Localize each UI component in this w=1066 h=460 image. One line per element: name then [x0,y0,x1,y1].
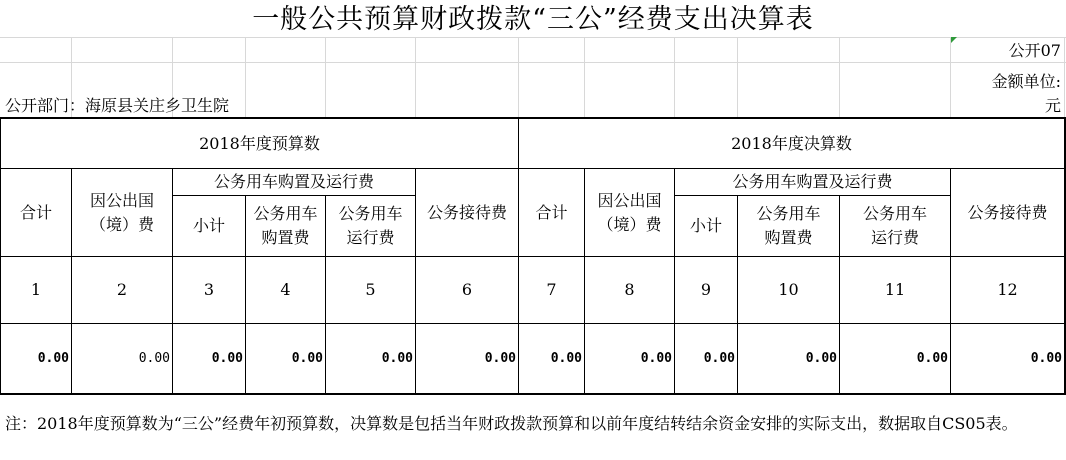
final-subtotal-header: 小计 [689,216,722,235]
value-cell[interactable]: 0.00 [1030,351,1062,366]
final-abroad-header: 因公出国 （境）费 [597,190,662,234]
column-number: 9 [700,280,712,299]
footnote: 注：2018年度预算数为“三公”经费年初预算数，决算数是包括当年财政拨款预算和以前年度结转结余资金安排的实际支出，数据取自CS05表。 [5,414,1018,433]
final-group-header: 2018年度决算数 [731,133,852,153]
budget-vehicle-purchase-header: 公务用车 购置费 [253,204,318,247]
column-number: 2 [116,280,128,299]
value-cell[interactable]: 0.00 [484,351,516,366]
final-vehicle-operation-header: 公务用车 运行费 [862,204,927,247]
value-cell[interactable]: 0.00 [640,351,672,366]
value-cell[interactable]: 0.00 [138,351,170,366]
column-number: 5 [365,280,376,299]
column-number: 6 [461,280,473,299]
department: 公开部门：海原县关庄乡卫生院 [5,96,230,115]
column-number: 10 [778,280,799,299]
value-cell[interactable]: 0.00 [37,351,69,366]
report-title: 一般公共预算财政拨款“三公”经费支出决算表 [252,4,814,35]
final-total-header: 合计 [535,202,568,222]
column-number: 7 [546,280,557,299]
final-vehicle-group-header: 公务用车购置及运行费 [732,172,893,191]
value-cell[interactable]: 0.00 [211,351,243,366]
budget-subtotal-header: 小计 [192,216,225,235]
final-vehicle-purchase-header: 公务用车 购置费 [756,204,821,247]
value-cell[interactable]: 0.00 [550,351,582,366]
column-number: 11 [884,280,906,299]
column-number: 3 [203,280,215,299]
column-number: 12 [997,280,1018,299]
budget-group-header: 2018年度预算数 [199,133,320,153]
budget-vehicle-group-header: 公务用车购置及运行费 [213,172,374,191]
unit-label: 金额单位: [991,72,1061,91]
value-cell[interactable]: 0.00 [381,351,413,366]
column-number: 4 [280,280,291,299]
value-cell[interactable]: 0.00 [703,351,735,366]
budget-abroad-header: 因公出国 （境）费 [89,190,154,234]
column-number: 1 [30,280,42,299]
value-cell[interactable]: 0.00 [291,351,323,366]
value-cell[interactable]: 0.00 [805,351,837,366]
budget-reception-header: 公务接待费 [426,202,507,222]
budget-vehicle-operation-header: 公务用车 运行费 [338,204,403,247]
form-code: 公开07 [1008,41,1061,60]
unit-value: 元 [1044,96,1061,115]
value-cell[interactable]: 0.00 [916,351,948,366]
budget-total-header: 合计 [19,202,52,222]
final-reception-header: 公务接待费 [967,202,1048,222]
column-number: 8 [624,280,635,299]
